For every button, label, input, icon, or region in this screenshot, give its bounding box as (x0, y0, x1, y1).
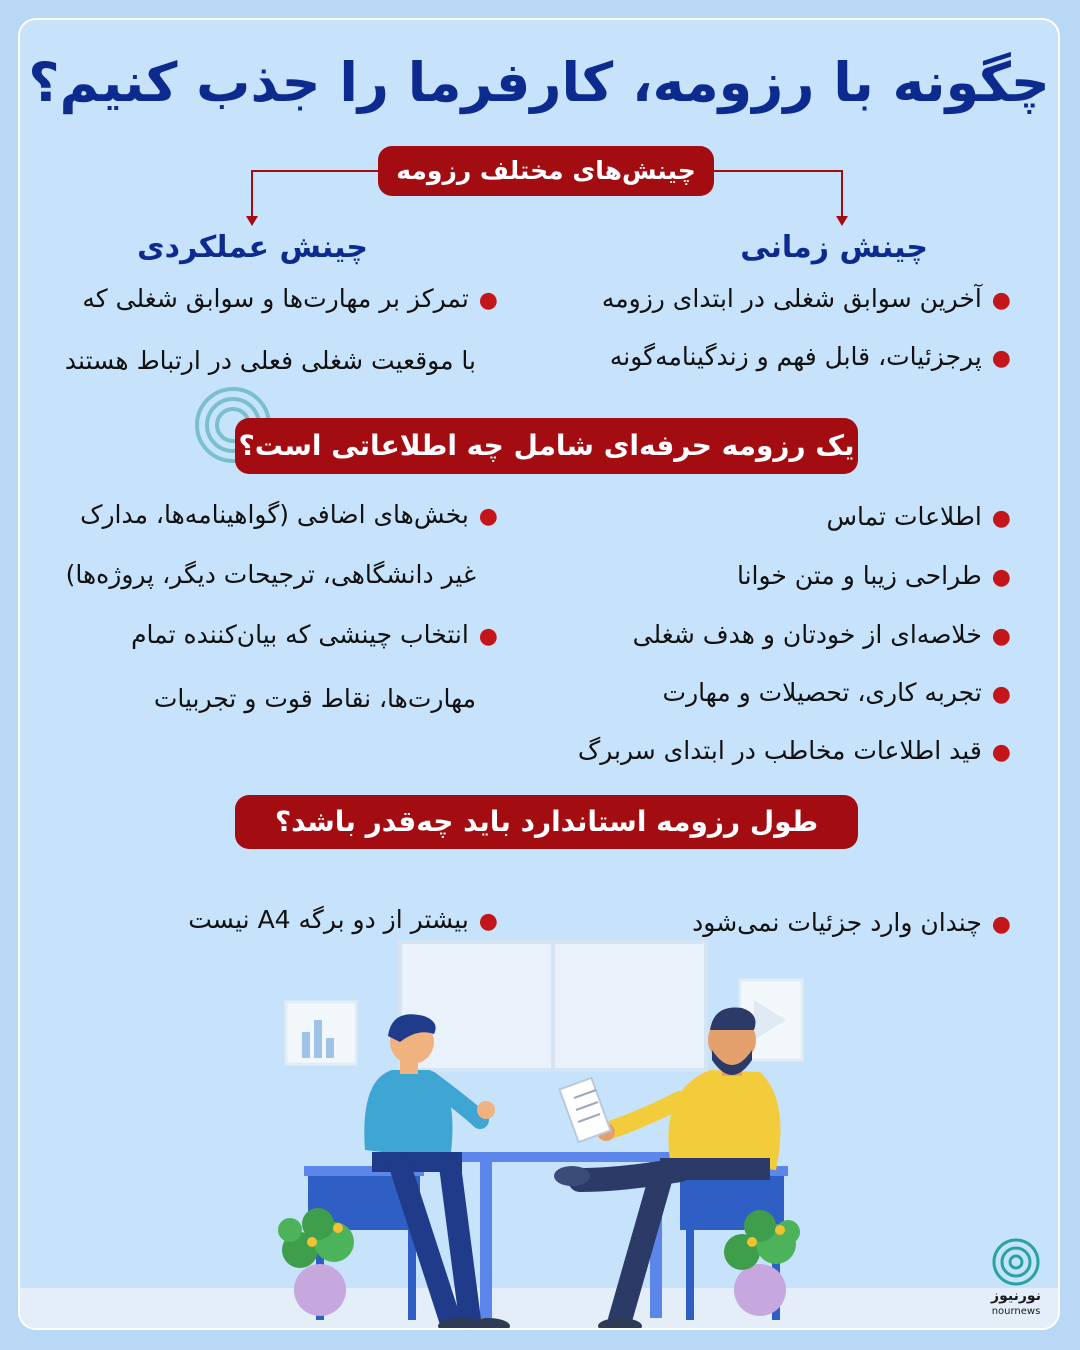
list-item: ●پرجزئیات، قابل فهم و زندگینامه‌گونه (609, 342, 1011, 371)
list-item-continuation: مهارت‌ها، نقاط قوت و تجربیات (153, 684, 476, 713)
resume-types-heading: چینش‌های مختلف رزومه (378, 146, 714, 196)
nournews-logo-icon (994, 1240, 1038, 1284)
interview-illustration (20, 20, 1060, 1330)
list-item: ●بیشتر از دو برگه A4 نیست (188, 905, 498, 934)
resume-info-heading: یک رزومه حرفه‌ای شامل چه اطلاعاتی است؟ (235, 418, 858, 474)
floor (20, 1288, 1060, 1330)
list-item-continuation: با موقعیت شغلی فعلی در ارتباط هستند (64, 346, 476, 375)
list-item: ●تمرکز بر مهارت‌ها و سوابق شغلی که (82, 284, 498, 313)
list-item: ●خلاصه‌ای از خودتان و هدف شغلی (632, 620, 1011, 649)
resume-length-heading: طول رزومه استاندارد باید چه‌قدر باشد؟ (235, 795, 858, 849)
functional-title: چینش عملکردی (137, 230, 368, 265)
list-item: ●اطلاعات تماس (826, 502, 1011, 531)
list-item: ●آخرین سوابق شغلی در ابتدای رزومه (601, 284, 1011, 313)
list-item: ●بخش‌های اضافی (گواهینامه‌ها، مدارک (80, 500, 498, 529)
list-item: ●انتخاب چینشی که بیان‌کننده تمام (131, 620, 498, 649)
page-title: چگونه با رزومه، کارفرما را جذب کنیم؟ (28, 51, 1050, 114)
chronological-title: چینش زمانی (740, 230, 928, 265)
list-item: ●تجربه کاری، تحصیلات و مهارت (662, 678, 1011, 707)
brand-name-fa: نورنیوز (991, 1288, 1041, 1304)
list-item: ●چندان وارد جزئیات نمی‌شود (692, 908, 1011, 937)
list-item: ●طراحی زیبا و متن خوانا (736, 561, 1011, 590)
list-item: ●قید اطلاعات مخاطب در ابتدای سربرگ (577, 736, 1011, 765)
list-item-continuation: غیر دانشگاهی، ترجیحات دیگر، پروژه‌ها) (65, 560, 476, 589)
brand-name-en: nournews (991, 1306, 1041, 1317)
infographic-card (18, 18, 1060, 1330)
